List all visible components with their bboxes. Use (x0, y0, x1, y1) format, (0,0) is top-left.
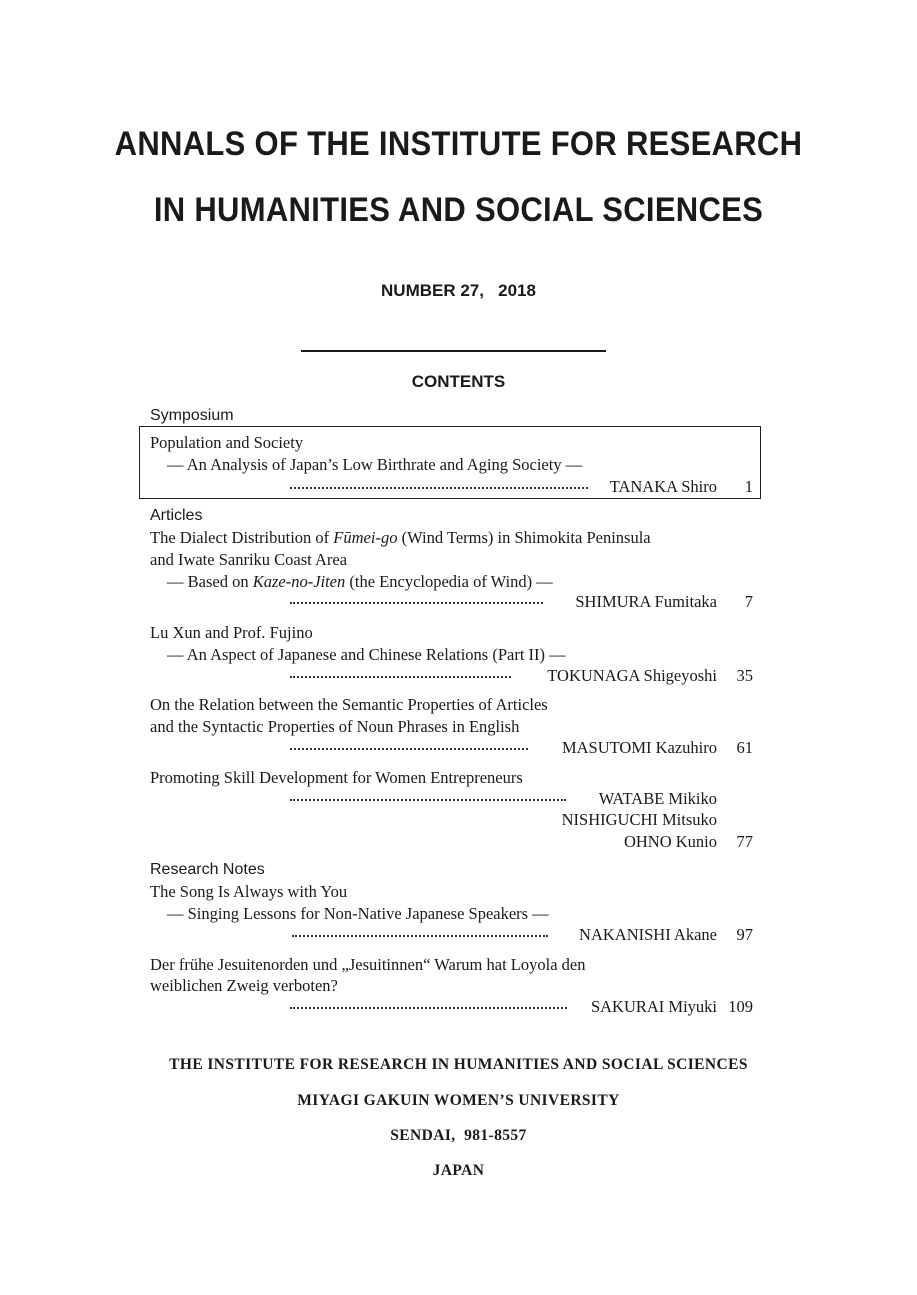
leader-dots (290, 676, 511, 678)
entry-page: 1 (744, 477, 753, 496)
title-divider (301, 350, 606, 352)
entry-title: The Song Is Always with You (150, 882, 348, 901)
entry-page: 97 (736, 925, 753, 944)
journal-title-line2: IN HUMANITIES AND SOCIAL SCIENCES (153, 189, 764, 230)
entry-title (150, 528, 651, 548)
entry-title-cont: and Iwate Sanriku Coast Area (150, 550, 348, 569)
publisher-name: THE INSTITUTE FOR RESEARCH IN HUMANITIES AND SOCIAL SCIENCES (169, 1056, 748, 1073)
entry-subtitle (167, 572, 553, 592)
entry-subtitle-part: — Based on (167, 572, 253, 591)
entry-title: Promoting Skill Development for Women Entrepreneurs (150, 768, 523, 787)
issue-number: NUMBER 27, 2018 (381, 281, 536, 300)
entry-author: NISHIGUCHI Mitsuko (561, 810, 717, 829)
entry-title-part: The Dialect Distribution of (150, 528, 334, 547)
leader-dots (290, 748, 528, 750)
entry-subtitle: — An Aspect of Japanese and Chinese Relations (Part II) — (167, 645, 566, 664)
contents-heading: CONTENTS (411, 372, 506, 391)
entry-author: WATABE Mikiko (598, 789, 717, 808)
entry-title-part: (Wind Terms) in Shimokita Peninsula (397, 528, 651, 547)
publisher-country: JAPAN (432, 1162, 485, 1179)
entry-page: 35 (736, 666, 753, 685)
entry-subtitle: — An Analysis of Japan’s Low Birthrate and Aging Society — (167, 455, 583, 474)
entry-page: 77 (736, 832, 753, 851)
entry-author: SAKURAI Miyuki (590, 997, 717, 1016)
entry-title: On the Relation between the Semantic Properties of Articles (150, 695, 548, 714)
leader-dots (292, 935, 548, 937)
entry-page: 7 (744, 592, 753, 611)
entry-title-italic: Fūmei-go (333, 528, 398, 547)
entry-subtitle-italic: Kaze-no-Jiten (252, 572, 346, 591)
entry-title: Der frühe Jesuitenorden und „Jesuitinnen“ Warum hat Loyola den (150, 955, 586, 974)
entry-author: OHNO Kunio (623, 832, 717, 851)
section-heading-research-notes: Research Notes (150, 861, 265, 878)
entry-title: Lu Xun and Prof. Fujino (150, 623, 313, 642)
publisher-city: SENDAI, 981-8557 (390, 1127, 527, 1144)
publisher-university: MIYAGI GAKUIN WOMEN’S UNIVERSITY (297, 1092, 620, 1109)
section-heading-symposium: Symposium (150, 407, 234, 424)
leader-dots (290, 799, 566, 801)
entry-author: NAKANISHI Akane (579, 925, 717, 944)
leader-dots (290, 602, 543, 604)
entry-author: TOKUNAGA Shigeyoshi (547, 666, 717, 685)
entry-title: Population and Society (150, 433, 304, 452)
entry-page: 109 (728, 997, 753, 1016)
entry-page: 61 (736, 738, 753, 757)
entry-author: SHIMURA Fumitaka (575, 592, 717, 611)
entry-title-cont: and the Syntactic Properties of Noun Phrases in English (150, 717, 520, 736)
section-heading-articles: Articles (150, 507, 203, 524)
leader-dots (290, 1007, 567, 1009)
entry-title-cont: weiblichen Zweig verboten? (150, 976, 338, 995)
journal-title-line1: ANNALS OF THE INSTITUTE FOR RESEARCH (114, 123, 803, 164)
entry-subtitle-part: (the Encyclopedia of Wind) — (345, 572, 553, 591)
entry-subtitle: — Singing Lessons for Non-Native Japanese Speakers — (167, 904, 549, 923)
leader-dots (290, 487, 588, 489)
entry-author: MASUTOMI Kazuhiro (561, 738, 717, 757)
entry-author: TANAKA Shiro (609, 477, 717, 496)
